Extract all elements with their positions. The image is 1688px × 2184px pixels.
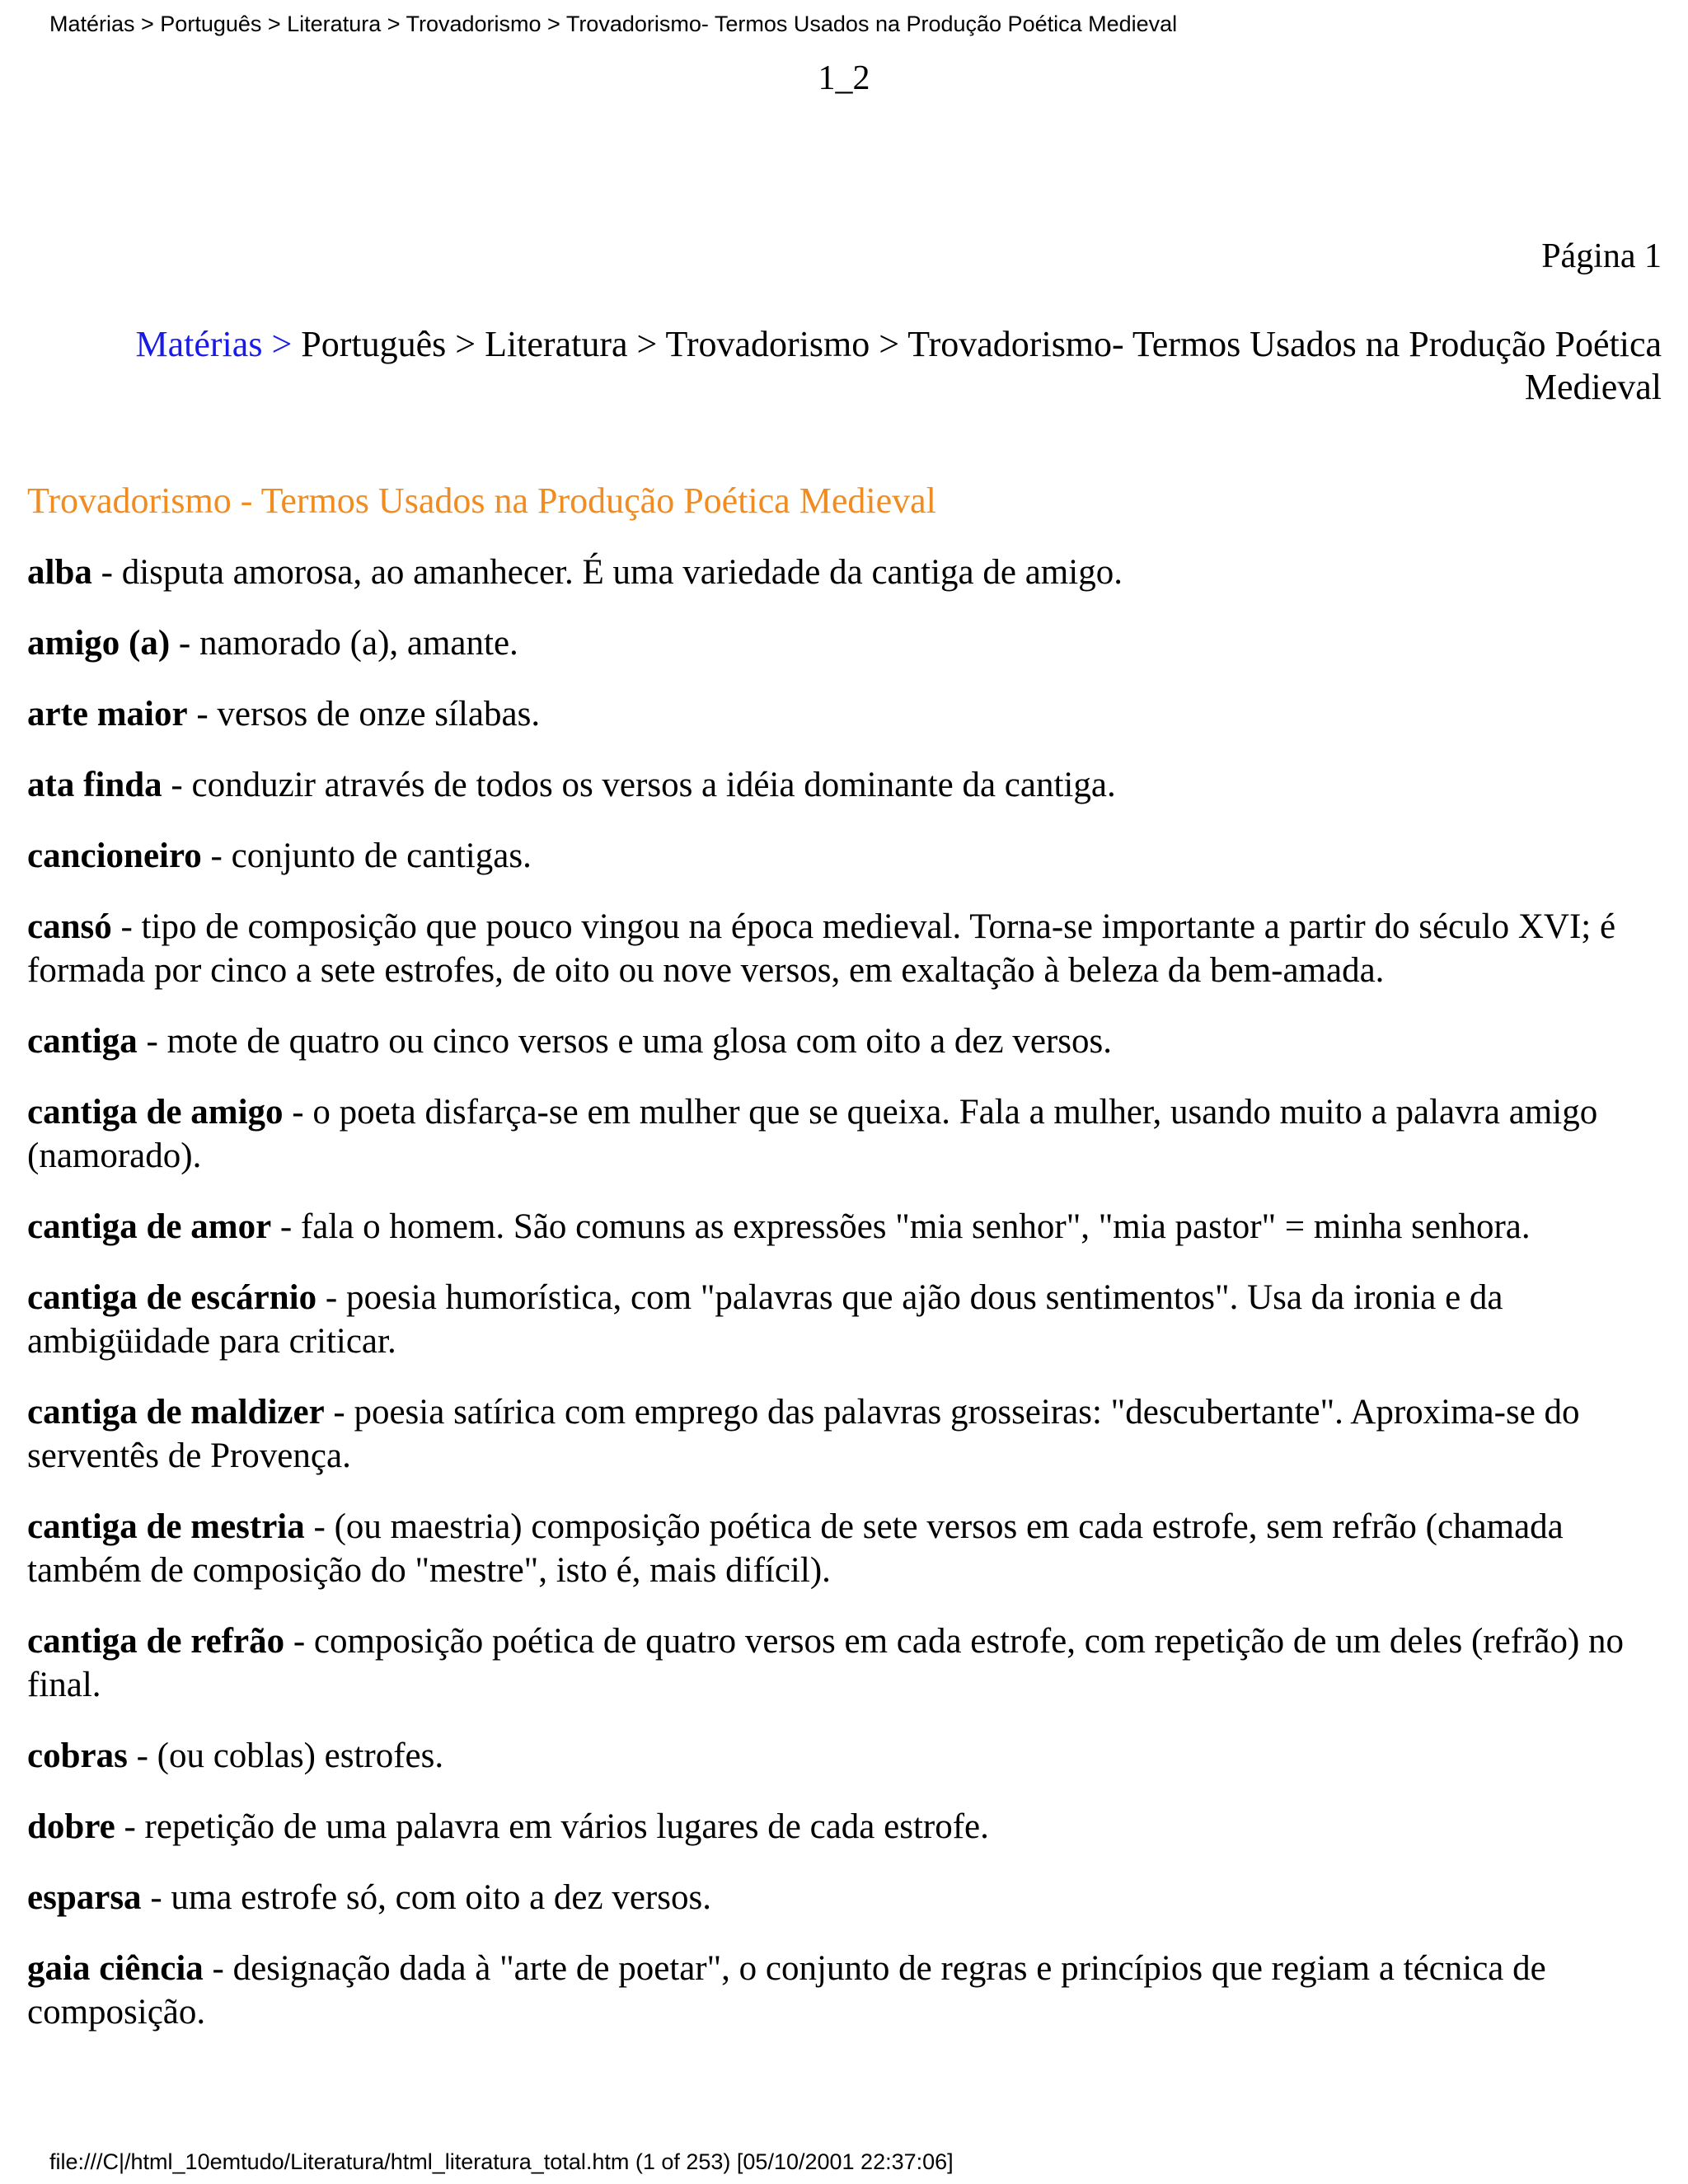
glossary-term: cansó xyxy=(27,907,112,946)
glossary-definition: - repetição de uma palavra em vários lugares de cada estrofe. xyxy=(115,1807,989,1846)
page-number-label: Página 1 xyxy=(1541,237,1662,275)
glossary-definition: - uma estrofe só, com oito a dez versos. xyxy=(141,1878,711,1917)
glossary-entry xyxy=(27,1205,1667,1249)
section-title: Trovadorismo - Termos Usados na Produção Poética Medieval xyxy=(27,480,936,521)
glossary-term: alba xyxy=(27,553,92,592)
breadcrumb xyxy=(30,323,1662,409)
glossary-entry xyxy=(27,834,1667,878)
glossary-term: cantiga de amigo xyxy=(27,1093,284,1132)
glossary-entry xyxy=(27,692,1667,736)
glossary-term: cancioneiro xyxy=(27,837,202,875)
glossary-term: cantiga de refrão xyxy=(27,1622,285,1661)
glossary-term: esparsa xyxy=(27,1878,142,1917)
glossary-definition: - poesia satírica com emprego das palavras grosseiras: "descubertante". Aproxima-se do serventês de Provença. xyxy=(27,1393,1580,1475)
glossary-definition: - versos de onze sílabas. xyxy=(187,695,541,733)
glossary-definition: - namorado (a), amante. xyxy=(170,624,518,663)
glossary-definition: - disputa amorosa, ao amanhecer. É uma variedade da cantiga de amigo. xyxy=(91,553,1123,592)
glossary-entry xyxy=(27,1390,1667,1478)
glossary-entry xyxy=(27,551,1667,594)
glossary-definition: - (ou maestria) composição poética de sete versos em cada estrofe, sem refrão (chamada também de composição do "mestre", isto é, mais difícil). xyxy=(27,1507,1564,1590)
glossary-term: cantiga de maldizer xyxy=(27,1393,325,1432)
glossary-definition: - (ou coblas) estrofes. xyxy=(127,1736,444,1775)
page-mark: 1_2 xyxy=(818,59,870,97)
glossary-term: dobre xyxy=(27,1807,115,1846)
breadcrumb-separator: > xyxy=(262,324,302,364)
glossary-term: cantiga xyxy=(27,1022,138,1061)
glossary-definition: - tipo de composição que pouco vingou na época medieval. Torna-se importante a partir do século XVI; é formada por cinco a sete estrofes, de oito ou nove versos, em exaltação à beleza da bem-amada. xyxy=(27,907,1616,990)
glossary-entry xyxy=(27,1947,1667,2034)
glossary-definition: - conjunto de cantigas. xyxy=(201,837,532,875)
print-header: Matérias > Português > Literatura > Trovadorismo > Trovadorismo- Termos Usados na Produção Poética Medieval xyxy=(49,12,1178,36)
glossary-term: cantiga de escárnio xyxy=(27,1278,317,1317)
glossary-entry xyxy=(27,905,1667,992)
glossary-entry xyxy=(27,621,1667,665)
glossary-definition: - o poeta disfarça-se em mulher que se queixa. Fala a mulher, usando muito a palavra amigo (namorado). xyxy=(27,1093,1598,1175)
glossary-term: arte maior xyxy=(27,695,188,733)
main-content xyxy=(27,476,1667,2061)
glossary-entry xyxy=(27,1734,1667,1778)
glossary-entry xyxy=(27,1090,1667,1178)
glossary-entry xyxy=(27,1019,1667,1063)
glossary-term: gaia ciência xyxy=(27,1949,204,1988)
print-footer: file:///C|/html_10emtudo/Literatura/html_literatura_total.htm (1 of 253) [05/10/2001 22:37:06] xyxy=(49,2149,954,2174)
glossary-term: ata finda xyxy=(27,766,162,804)
glossary-term: cantiga de amor xyxy=(27,1207,272,1246)
glossary-definition: - poesia humorística, com "palavras que ajão dous sentimentos". Usa da ironia e da ambigüidade para criticar. xyxy=(27,1278,1503,1361)
glossary-entry xyxy=(27,763,1667,807)
glossary-definition: - designação dada à "arte de poetar", o conjunto de regras e princípios que regiam a técnica de composição. xyxy=(27,1949,1546,2032)
glossary-entry xyxy=(27,1805,1667,1849)
glossary-term: amigo (a) xyxy=(27,624,171,663)
glossary-list xyxy=(27,551,1667,2034)
glossary-term: cobras xyxy=(27,1736,128,1775)
breadcrumb-trail: Português > Literatura > Trovadorismo > Trovadorismo- Termos Usados na Produção Poética Medieval xyxy=(301,324,1662,407)
glossary-definition: - mote de quatro ou cinco versos e uma glosa com oito a dez versos. xyxy=(137,1022,1112,1061)
breadcrumb-link-materias[interactable]: Matérias xyxy=(135,324,263,364)
glossary-term: cantiga de mestria xyxy=(27,1507,305,1546)
glossary-definition: - conduzir através de todos os versos a idéia dominante da cantiga. xyxy=(162,766,1116,804)
glossary-entry xyxy=(27,1505,1667,1592)
glossary-entry xyxy=(27,1276,1667,1363)
glossary-definition: - fala o homem. São comuns as expressões "mia senhor", "mia pastor" = minha senhora. xyxy=(271,1207,1531,1246)
glossary-entry xyxy=(27,1876,1667,1919)
glossary-definition: - composição poética de quatro versos em cada estrofe, com repetição de um deles (refrão) no final. xyxy=(27,1622,1625,1704)
glossary-entry xyxy=(27,1619,1667,1707)
